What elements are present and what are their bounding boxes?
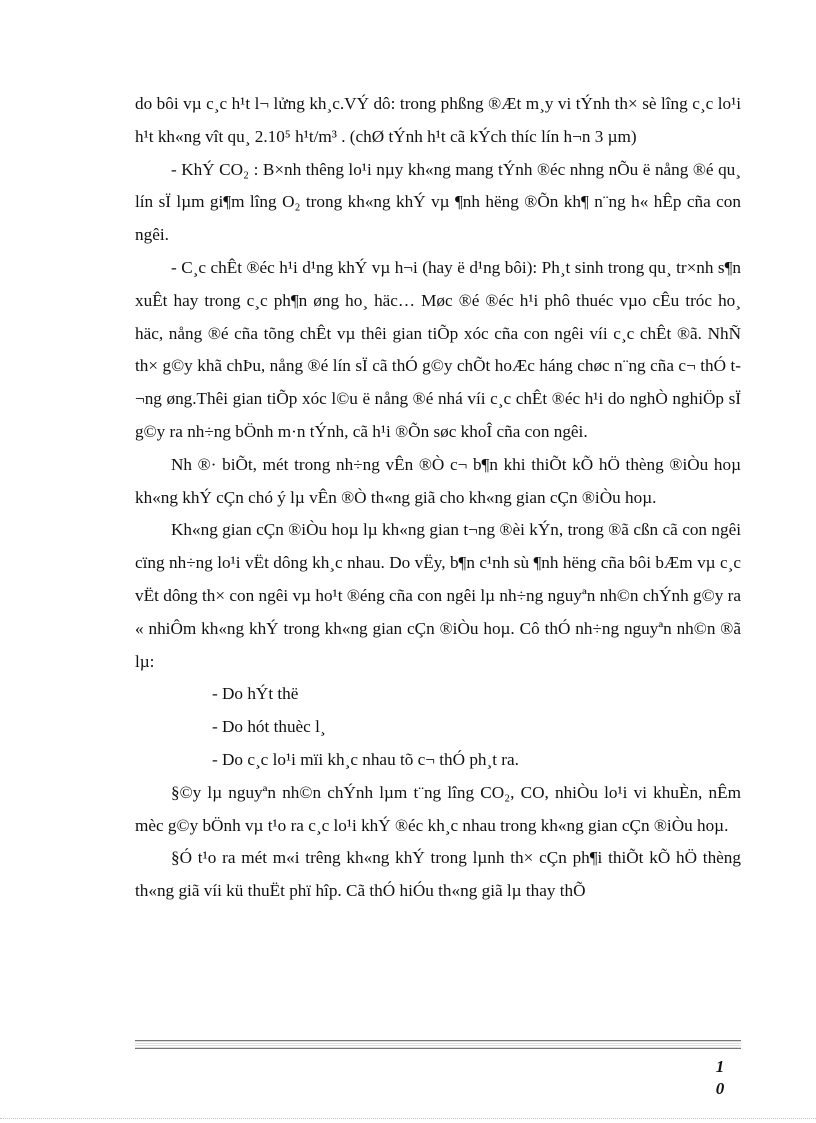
paragraph-7: §Ó t¹o ra mét m«i trêng kh«ng khÝ trong lµnh th× cÇn ph¶i thiÕt kÕ hÖ thèng th«ng giã víi kü thuËt phï hîp. Cã thÓ hiÓu th«ng giã lµ thay thÕ bbox=[135, 848, 741, 901]
paragraph-3: - C¸c chÊt ®éc h¹i d¹ng khÝ vµ h¬i (hay ë d¹ng bôi): Ph¸t sinh trong qu¸ tr×nh s¶n xuÊt hay trong c¸c ph¶n øng ho¸ häc… Møc ®é ®éc h¹i phô thuéc vµo cÊu tróc ho¸ häc, nång ®é cña tõng chÊt vµ thêi gian tiÕp xóc cña con ngêi víi c¸c chÊt ®ã. NhÑ th× g©y khã chÞu, nång ®é lín sÏ cã thÓ g©y chÕt hoÆc háng chøc n¨ng cña c¬ thÓ t¬ng øng.Thêi gian tiÕp xóc l©u ë nång ®é nhá víi c¸c chÊt ®éc h¹i do nghÒ nghiÖp sÏ g©y ra nh÷ng bÖnh m·n tÝnh, cã h¹i ®Õn søc khoÎ cña con ngêi. bbox=[135, 257, 741, 441]
paragraph-2: - KhÝ CO₂ : B×nh thêng lo¹i nµy kh«ng mang tÝnh ®éc nhng nÕu ë nång ®é qu¸ lín sÏ lµm gi¶m lîng O₂ trong kh«ng khÝ vµ ¶nh hëng ®Õn kh¶ n¨ng h« hÊp cña con ngêi. bbox=[135, 159, 741, 245]
list-item-2: - Do hót thuèc l¸ bbox=[212, 717, 326, 737]
paragraph-6: §©y lµ nguyªn nh©n chÝnh lµm t¨ng lîng CO₂, CO, nhiÒu lo¹i vi khuÈn, nÊm mèc g©y bÖnh vµ t¹o ra c¸c lo¹i khÝ ®éc kh¸c nhau trong kh«ng gian cÇn ®iÒu hoµ. bbox=[135, 782, 741, 835]
page-number bbox=[708, 1056, 732, 1100]
paragraph-5: Kh«ng gian cÇn ®iÒu hoµ lµ kh«ng gian t¬ng ®èi kÝn, trong ®ã cßn cã con ngêi cïng nh÷ng lo¹i vËt dông kh¸c nhau. Do vËy, b¶n c¹nh sù ¶nh hëng cña bôi bÆm vµ c¸c vËt dông th× con ngêi vµ ho¹t ®éng cña con ngêi lµ nh÷ng nguyªn nh©n chÝnh g©y ra « nhiÔm kh«ng khÝ trong kh«ng gian cÇn ®iÒu hoµ. Cô thÓ nh÷ng nguyªn nh©n ®ã lµ: bbox=[135, 520, 741, 671]
footer-divider bbox=[135, 1040, 741, 1049]
body-text bbox=[135, 88, 741, 908]
paragraph-1: do bôi vµ c¸c h¹t l¬ lửng kh¸c.VÝ dô: trong phßng ®Æt m¸y vi tÝnh th× sè lîng c¸c lo¹i h¹t kh«ng vît qu¸ 2.10⁵ h¹t/m³ . (chØ tÝnh h¹t cã kÝch thíc lín h¬n 3 µm) bbox=[135, 94, 741, 146]
list-item-3: - Do c¸c lo¹i mïi kh¸c nhau tõ c¬ thÓ ph¸t ra. bbox=[212, 749, 519, 769]
page-number-digit-2: 0 bbox=[715, 1079, 725, 1098]
list-item-1: - Do hÝt thë bbox=[212, 684, 299, 704]
bottom-dotted-line bbox=[0, 1118, 816, 1119]
page-number-digit-1: 1 bbox=[715, 1057, 725, 1076]
paragraph-4: Nh ®· biÕt, mét trong nh÷ng vÊn ®Ò c¬ b¶n khi thiÕt kÕ hÖ thèng ®iÒu hoµ kh«ng khÝ cÇn chó ý lµ vÊn ®Ò th«ng giã cho kh«ng gian cÇn ®iÒu hoµ. bbox=[135, 454, 741, 507]
